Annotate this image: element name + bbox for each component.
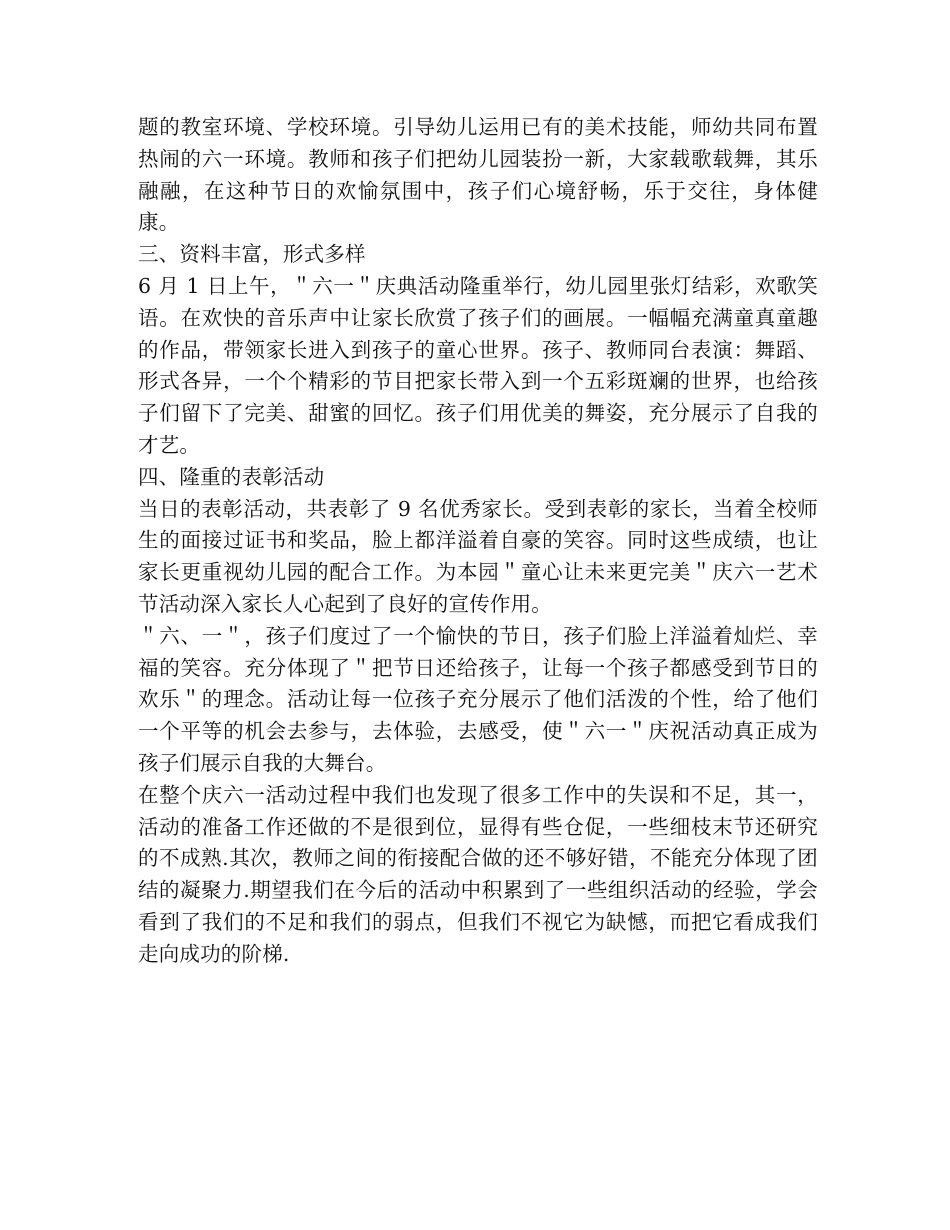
paragraph-celebration: 6 月 1 日上午，＂六一＂庆典活动隆重举行，幼儿园里张灯结彩，欢歌笑语。在欢快的音乐声中让家长欣赏了孩子们的画展。一幅幅充满童真童趣的作品，带领家长进入到孩子的童心世界。孩子、教师同台表演：舞蹈、形式各异，一个个精彩的节目把家长带入到一个五彩斑斓的世界，也给孩子们留下了完美、甜蜜的回忆。孩子们用优美的舞姿，充分展示了自我的才艺。: [138, 273, 818, 457]
paragraph-intro-continued: 题的教室环境、学校环境。引导幼儿运用已有的美术技能，师幼共同布置热闹的六一环境。教师和孩子们把幼儿园装扮一新，大家载歌载舞，其乐融融，在这种节日的欢愉氛围中，孩子们心境舒畅，乐于交往，身体健康。: [138, 115, 818, 235]
document-page: [138, 112, 818, 971]
section-heading-four: 四、隆重的表彰活动: [138, 464, 325, 489]
section-heading-three: 三、资料丰富，形式多样: [138, 242, 366, 267]
paragraph-reflection: 在整个庆六一活动过程中我们也发现了很多工作中的失误和不足，其一，活动的准备工作还做的不是很到位，显得有些仓促，一些细枝末节还研究的不成熟.其次，教师之间的衔接配合做的还不够好错，不能充分体现了团结的凝聚力.期望我们在今后的活动中积累到了一些组织活动的经验，学会看到了我们的不足和我们的弱点，但我们不视它为缺憾，而把它看成我们走向成功的阶梯.: [138, 782, 818, 966]
paragraph-awards: 当日的表彰活动，共表彰了 9 名优秀家长。受到表彰的家长，当着全校师生的面接过证书和奖品，脸上都洋溢着自豪的笑容。同时这些成绩，也让家长更重视幼儿园的配合工作。为本园＂童心让未来更完美＂庆六一艺术节活动深入家长人心起到了良好的宣传作用。: [138, 496, 818, 616]
paragraph-summary: ＂六、一＂，孩子们度过了一个愉快的节日，孩子们脸上洋溢着灿烂、幸福的笑容。充分体现了＂把节日还给孩子，让每一个孩子都感受到节日的欢乐＂的理念。活动让每一位孩子充分展示了他们活泼的个性，给了他们一个平等的机会去参与，去体验，去感受，使＂六一＂庆祝活动真正成为孩子们展示自我的大舞台。: [138, 623, 818, 775]
